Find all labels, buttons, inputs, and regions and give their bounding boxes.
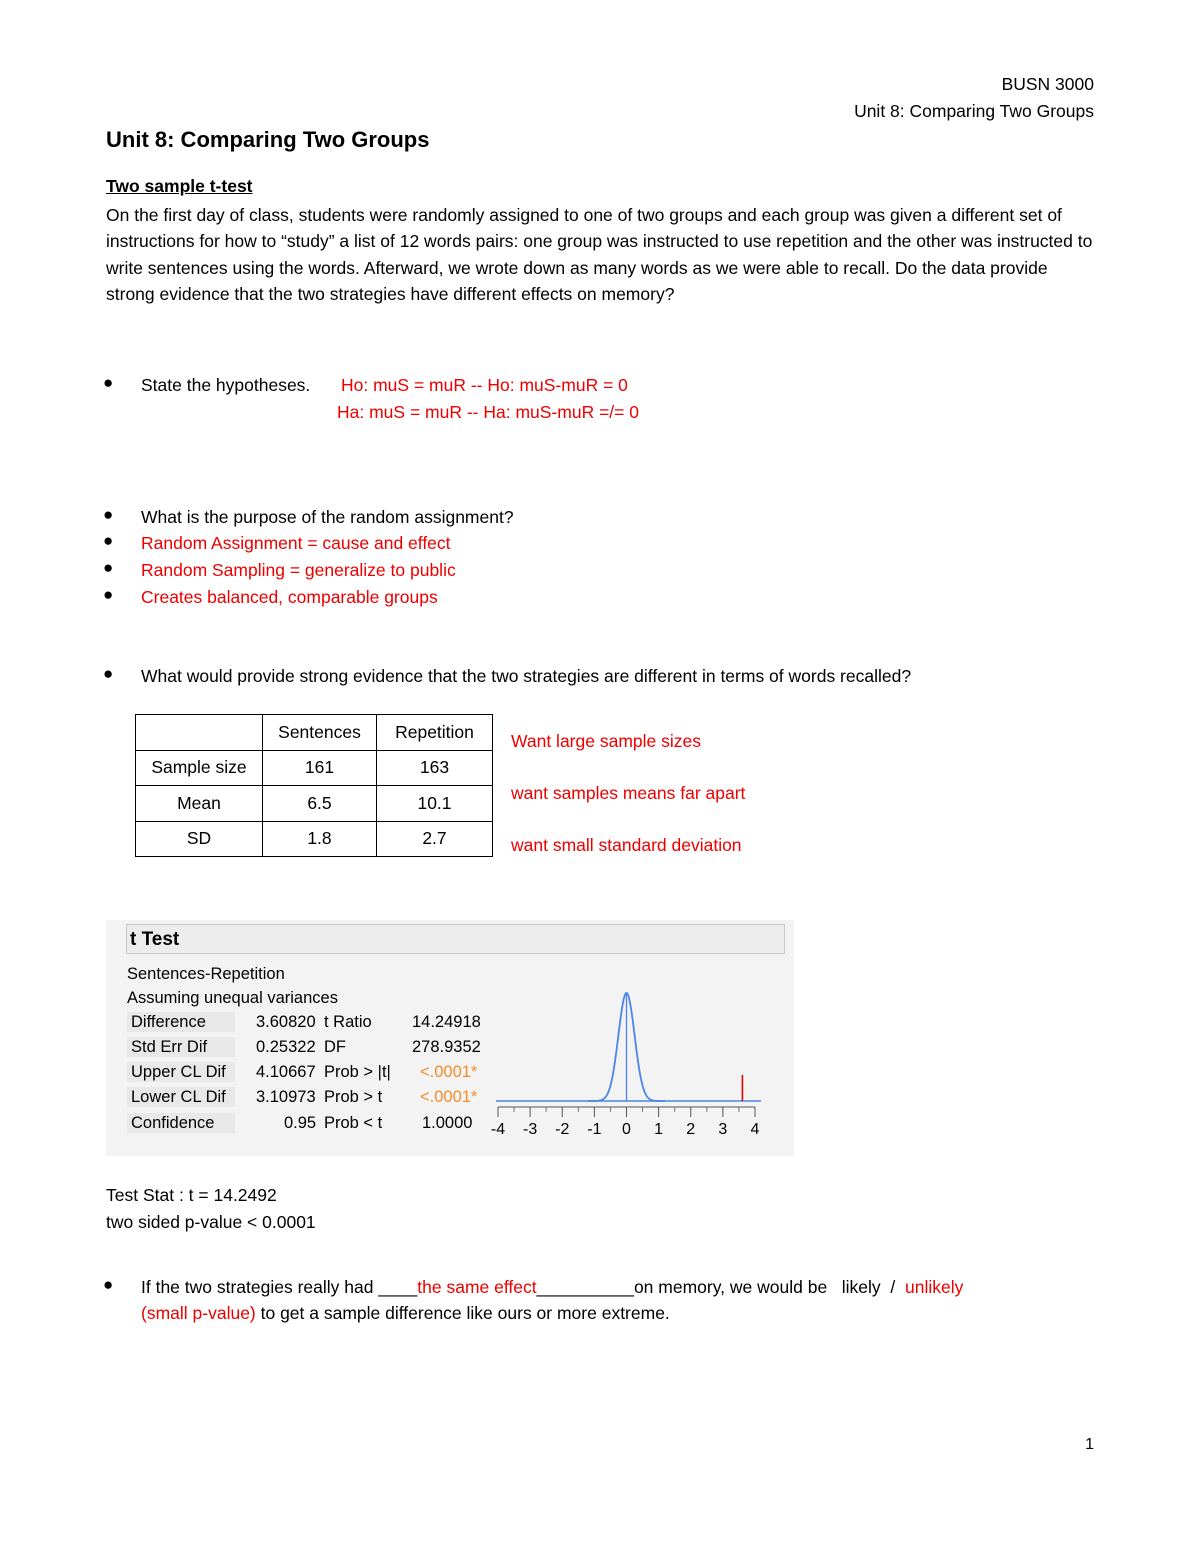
table-cell: 163: [377, 750, 493, 786]
table-cell: Sample size: [136, 750, 263, 786]
ttest-title: t Test: [126, 924, 785, 954]
p-value: <.0001*: [420, 1088, 478, 1106]
x-tick-label: -4: [490, 1121, 506, 1138]
stat-label: Upper CL Dif: [127, 1062, 235, 1082]
bullet-icon: ●: [103, 585, 114, 604]
conclusion-text: [141, 1274, 1091, 1326]
x-tick-label: 0: [622, 1121, 631, 1138]
stat-label: Lower CL Dif: [127, 1087, 235, 1107]
table-row: [136, 821, 493, 857]
table-cell: Mean: [136, 786, 263, 822]
t-distribution-chart: [490, 980, 791, 1150]
evidence-note: want samples means far apart: [511, 783, 746, 803]
answer-item: Creates balanced, comparable groups: [141, 587, 438, 607]
intro-paragraph: On the first day of class, students were randomly assigned to one of two groups and each group was given a different set of instructions for how to “study” a list of 12 words pairs: one group was instructed to use repetition and the other was instructed to write sentences using the words. Afterward, we wrote down as many words as we were able to recall. Do the data provide strong evidence that the two strategies have different effects on memory?: [106, 205, 1093, 305]
stat-value: 0.25322: [256, 1038, 316, 1056]
random-assignment-question: What is the purpose of the random assignment?: [141, 507, 514, 527]
x-tick-label: 3: [718, 1121, 728, 1138]
conclusion-part: to get a sample difference like ours or more extreme.: [255, 1303, 670, 1323]
table-cell: [136, 715, 263, 751]
stat-value: 1.0000: [422, 1114, 473, 1132]
answer-item: Random Assignment = cause and effect: [141, 533, 451, 553]
stat-label: Confidence: [127, 1113, 235, 1133]
stat-label: t Ratio: [324, 1013, 372, 1031]
p-value-statement: two sided p-value < 0.0001: [106, 1212, 316, 1232]
table-header: Repetition: [377, 715, 493, 751]
test-statistic: Test Stat : t = 14.2492: [106, 1185, 277, 1205]
stat-value: 4.10667: [256, 1063, 316, 1081]
section-heading: Two sample t-test: [106, 176, 253, 196]
x-tick-label: -3: [523, 1121, 538, 1138]
p-value: <.0001*: [420, 1063, 478, 1081]
evidence-question: What would provide strong evidence that the two strategies are different in terms of words recalled?: [141, 666, 912, 686]
ttest-subtitle: Assuming unequal variances: [127, 989, 338, 1007]
stat-label: Prob > t: [324, 1088, 383, 1106]
stat-value: 3.10973: [256, 1088, 316, 1106]
x-tick-label: 1: [654, 1121, 664, 1138]
conclusion-part: If the two strategies really had ____: [141, 1277, 418, 1297]
x-tick-label: -2: [555, 1121, 570, 1138]
evidence-note: want small standard deviation: [511, 835, 742, 855]
table-cell: 2.7: [377, 821, 493, 857]
ttest-output-panel: [106, 920, 794, 1156]
null-hypothesis: Ho: muS = muR -- Ho: muS-muR = 0: [341, 375, 628, 395]
stat-value: 0.95: [284, 1114, 317, 1132]
page-title: Unit 8: Comparing Two Groups: [106, 127, 430, 152]
answer-item: Random Sampling = generalize to public: [141, 560, 456, 580]
stats-table: [135, 714, 493, 857]
conclusion-choice: unlikely: [904, 1277, 964, 1297]
ttest-subtitle: Sentences-Repetition: [127, 965, 285, 983]
page-number: 1: [1085, 1436, 1094, 1453]
stat-value: 3.60820: [256, 1013, 316, 1031]
stat-label: Prob > |t|: [324, 1063, 391, 1081]
table-cell: 161: [263, 750, 377, 786]
hypotheses-prompt: State the hypotheses.: [141, 375, 311, 395]
bullet-icon: ●: [103, 505, 114, 524]
table-cell: 1.8: [263, 821, 377, 857]
conclusion-small-p: (small p-value): [141, 1303, 256, 1323]
bullet-icon: ●: [103, 373, 114, 392]
table-row: [136, 750, 493, 786]
x-tick-label: 4: [750, 1121, 760, 1138]
bullet-icon: ●: [103, 558, 114, 577]
header-unit: Unit 8: Comparing Two Groups: [854, 101, 1094, 121]
table-cell: SD: [136, 821, 263, 857]
stat-value: 14.24918: [412, 1013, 481, 1031]
table-row: [136, 715, 493, 751]
conclusion-fill: the same effect: [417, 1277, 537, 1297]
stat-value: 278.9352: [412, 1038, 481, 1056]
x-tick-label: -1: [587, 1121, 602, 1138]
table-cell: 10.1: [377, 786, 493, 822]
stat-label: Std Err Dif: [127, 1037, 235, 1057]
bullet-icon: ●: [103, 1275, 114, 1294]
table-header: Sentences: [263, 715, 377, 751]
header-course: BUSN 3000: [1001, 74, 1094, 94]
conclusion-part: __________on memory, we would be likely /: [536, 1277, 905, 1297]
table-cell: 6.5: [263, 786, 377, 822]
bullet-icon: ●: [103, 664, 114, 683]
x-tick-label: 2: [686, 1121, 696, 1138]
stat-label: Prob < t: [324, 1114, 383, 1132]
evidence-note: Want large sample sizes: [511, 731, 701, 751]
table-row: [136, 786, 493, 822]
bullet-icon: ●: [103, 531, 114, 550]
stat-label: DF: [324, 1038, 346, 1056]
stat-label: Difference: [127, 1012, 235, 1032]
alt-hypothesis: Ha: muS = muR -- Ha: muS-muR =/= 0: [337, 402, 639, 422]
